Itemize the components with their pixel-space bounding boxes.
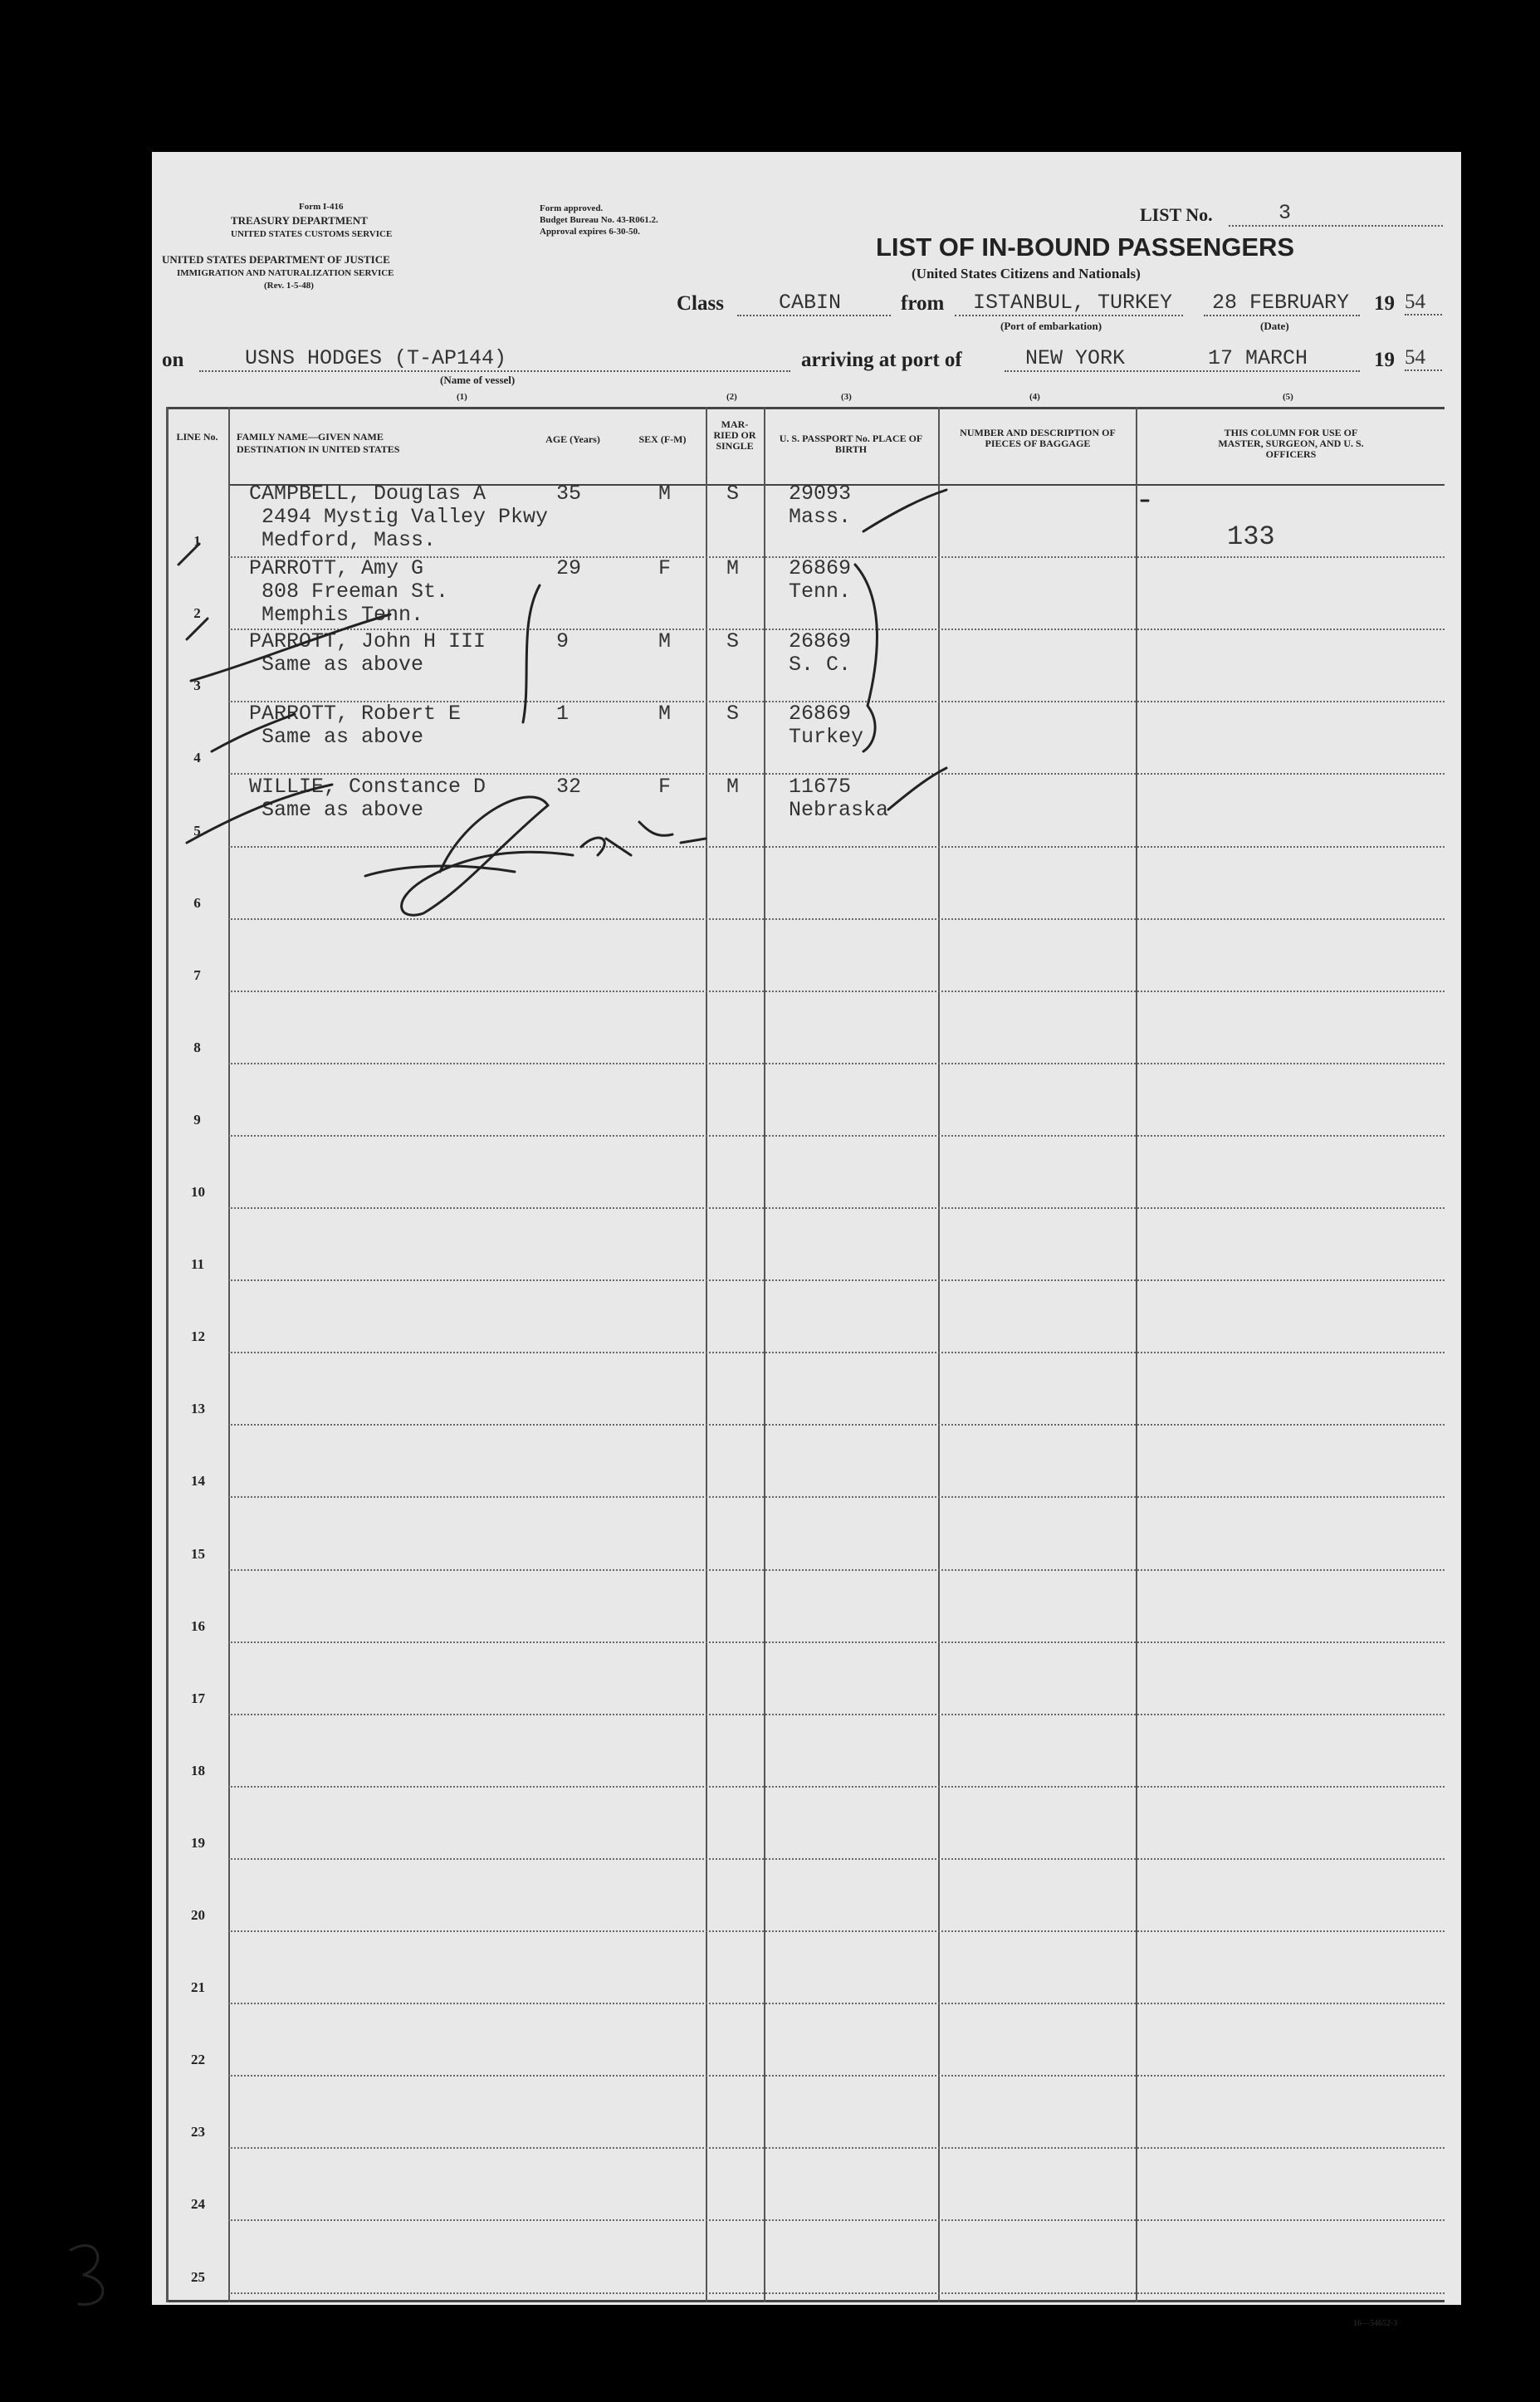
- port-embarkation-caption: (Port of embarkation): [1000, 320, 1102, 332]
- line-number: 21: [191, 1979, 205, 1996]
- passenger-sex: F: [658, 556, 672, 580]
- line-number: 4: [193, 750, 201, 766]
- line-number: 2: [193, 605, 201, 622]
- passenger-marital-status: M: [726, 556, 740, 580]
- passenger-address: Same as above: [262, 725, 424, 749]
- passenger-birthplace: Nebraska: [789, 798, 889, 822]
- on-label: on: [162, 349, 184, 371]
- check-mark: [187, 785, 332, 843]
- signature-mark: [402, 797, 706, 915]
- line-number: 15: [191, 1545, 205, 1562]
- line-number: 16: [191, 1617, 205, 1634]
- line-number: 18: [191, 1762, 205, 1778]
- col-header-sex: SEX (F-M): [638, 433, 687, 445]
- line-number: 23: [191, 2124, 205, 2140]
- passenger-passport: 26869: [789, 556, 852, 580]
- line-number: 6: [193, 894, 201, 911]
- check-mark: [191, 614, 390, 681]
- passenger-passport: 26869: [789, 629, 852, 653]
- line-number: 25: [191, 2268, 205, 2285]
- passenger-marital-status: S: [726, 702, 740, 726]
- passenger-name: CAMPBELL, Douglas A: [249, 482, 486, 506]
- col-num-2: (2): [726, 392, 737, 402]
- passenger-age: 35: [556, 482, 582, 506]
- passenger-age: 9: [556, 629, 570, 653]
- passenger-name: PARROTT, Robert E: [249, 702, 462, 726]
- line-number: 17: [191, 1690, 205, 1706]
- customs-heading: UNITED STATES CUSTOMS SERVICE: [231, 229, 393, 239]
- line-number: 12: [191, 1328, 205, 1345]
- check-mark: [863, 490, 946, 531]
- line-number: 22: [191, 2052, 205, 2068]
- col-header-age: AGE (Years): [545, 433, 600, 445]
- from-label: from: [901, 292, 945, 315]
- passenger-sex: M: [658, 702, 672, 726]
- passenger-birthplace: Turkey: [789, 725, 864, 749]
- line-number: 3: [193, 678, 201, 694]
- date-caption: (Date): [1260, 320, 1289, 332]
- line-number: 20: [191, 1907, 205, 1923]
- passenger-passport: 11675: [789, 775, 852, 799]
- passenger-name: PARROTT, John H III: [249, 629, 486, 653]
- embarkation-date: 28 FEBRUARY: [1204, 291, 1360, 316]
- passenger-birthplace: S. C.: [789, 653, 852, 677]
- col-num-1: (1): [457, 392, 467, 402]
- check-mark: [888, 768, 946, 810]
- col-header-married: MAR-RIED OR SINGLE: [713, 418, 756, 452]
- class-label: Class: [677, 292, 724, 315]
- passenger-age: 32: [556, 775, 582, 799]
- ins-heading: IMMIGRATION AND NATURALIZATION SERVICE: [177, 268, 394, 278]
- passenger-passport: 26869: [789, 702, 852, 726]
- passenger-address: Same as above: [262, 653, 424, 677]
- col-header-officers: THIS COLUMN FOR USE OF MASTER, SURGEON, AND U. S. OFFICERS: [1218, 427, 1364, 460]
- passenger-address: 2494 Mystig Valley Pkwy: [262, 505, 549, 529]
- line-number: 8: [193, 1039, 201, 1055]
- passenger-address: 808 Freeman St.: [262, 580, 449, 604]
- passenger-sex: F: [658, 775, 672, 799]
- line-number: 1: [193, 533, 201, 550]
- passenger-address: Same as above: [262, 798, 424, 822]
- corner-mark: [71, 2245, 103, 2304]
- arrival-port-name: NEW YORK: [1025, 346, 1126, 370]
- col-header-destination: DESTINATION IN UNITED STATES: [237, 443, 400, 455]
- passenger-age: 29: [556, 556, 582, 580]
- revision: (Rev. 1-5-48): [264, 281, 314, 291]
- line-number: 7: [193, 966, 201, 983]
- passenger-passport: 29093: [789, 482, 852, 506]
- vessel-caption: (Name of vessel): [440, 374, 516, 386]
- passenger-name: PARROTT, Amy G: [249, 556, 424, 580]
- budget-bureau: Budget Bureau No. 43-R061.2.: [540, 215, 658, 225]
- page-subtitle: (United States Citizens and Nationals): [912, 266, 1141, 281]
- passenger-sex: M: [658, 629, 672, 653]
- line-number: 11: [191, 1256, 205, 1273]
- bracket-mark: [855, 565, 877, 751]
- passenger-marital-status: M: [726, 775, 740, 799]
- col-header-line-no: LINE No.: [176, 431, 218, 443]
- line-number: 24: [191, 2196, 205, 2213]
- form-number: Form I-416: [299, 202, 344, 212]
- line-number: 9: [193, 1111, 201, 1128]
- class-value: CABIN: [737, 291, 891, 316]
- col-header-family: FAMILY NAME—GIVEN NAME: [237, 431, 384, 443]
- embarkation-port: ISTANBUL, TURKEY: [955, 291, 1183, 316]
- list-number-label: LIST No.: [1140, 204, 1213, 225]
- arriving-label: arriving at port of: [801, 349, 962, 371]
- arrival-date: 17 MARCH: [1208, 346, 1308, 370]
- vessel-name: USNS HODGES (T-AP144): [199, 346, 790, 372]
- form-approved: Form approved.: [540, 203, 604, 213]
- check-mark: [212, 714, 295, 751]
- list-number: 3: [1229, 201, 1443, 227]
- page-title: LIST OF IN-BOUND PASSENGERS: [876, 232, 1295, 262]
- officer-note: 133: [1227, 521, 1275, 552]
- passenger-sex: M: [658, 482, 672, 506]
- embarkation-year: 54: [1405, 291, 1442, 316]
- col-header-passport: U. S. PASSPORT No. PLACE OF BIRTH: [779, 433, 923, 455]
- approval-expires: Approval expires 6-30-50.: [540, 227, 640, 237]
- passenger-marital-status: S: [726, 482, 740, 506]
- line-number: 5: [193, 822, 201, 839]
- col-num-5: (5): [1283, 392, 1293, 402]
- check-mark: [178, 544, 199, 565]
- year-prefix: 19: [1374, 292, 1395, 315]
- passenger-name: WILLIE, Constance D: [249, 775, 486, 799]
- check-mark: [187, 619, 208, 639]
- line-number: 13: [191, 1401, 205, 1417]
- arrival-year: 54: [1405, 346, 1442, 371]
- line-number: 10: [191, 1184, 205, 1200]
- line-number: 19: [191, 1834, 205, 1851]
- footer-code: 16—54652-3: [1353, 2319, 1398, 2328]
- treasury-heading: TREASURY DEPARTMENT: [231, 214, 368, 227]
- passenger-marital-status: S: [726, 629, 740, 653]
- bracket-mark: [523, 585, 540, 722]
- arrival-year-prefix: 19: [1374, 349, 1395, 371]
- col-num-4: (4): [1029, 392, 1040, 402]
- passenger-birthplace: Tenn.: [789, 580, 852, 604]
- passenger-city: Medford, Mass.: [262, 528, 437, 552]
- line-number: 14: [191, 1473, 205, 1490]
- justice-heading: UNITED STATES DEPARTMENT OF JUSTICE: [162, 253, 390, 266]
- passenger-age: 1: [556, 702, 570, 726]
- passenger-city: Memphis Tenn.: [262, 603, 424, 627]
- col-num-3: (3): [841, 392, 852, 402]
- col-header-baggage: NUMBER AND DESCRIPTION OF PIECES OF BAGGAGE: [960, 427, 1116, 449]
- passenger-birthplace: Mass.: [789, 505, 852, 529]
